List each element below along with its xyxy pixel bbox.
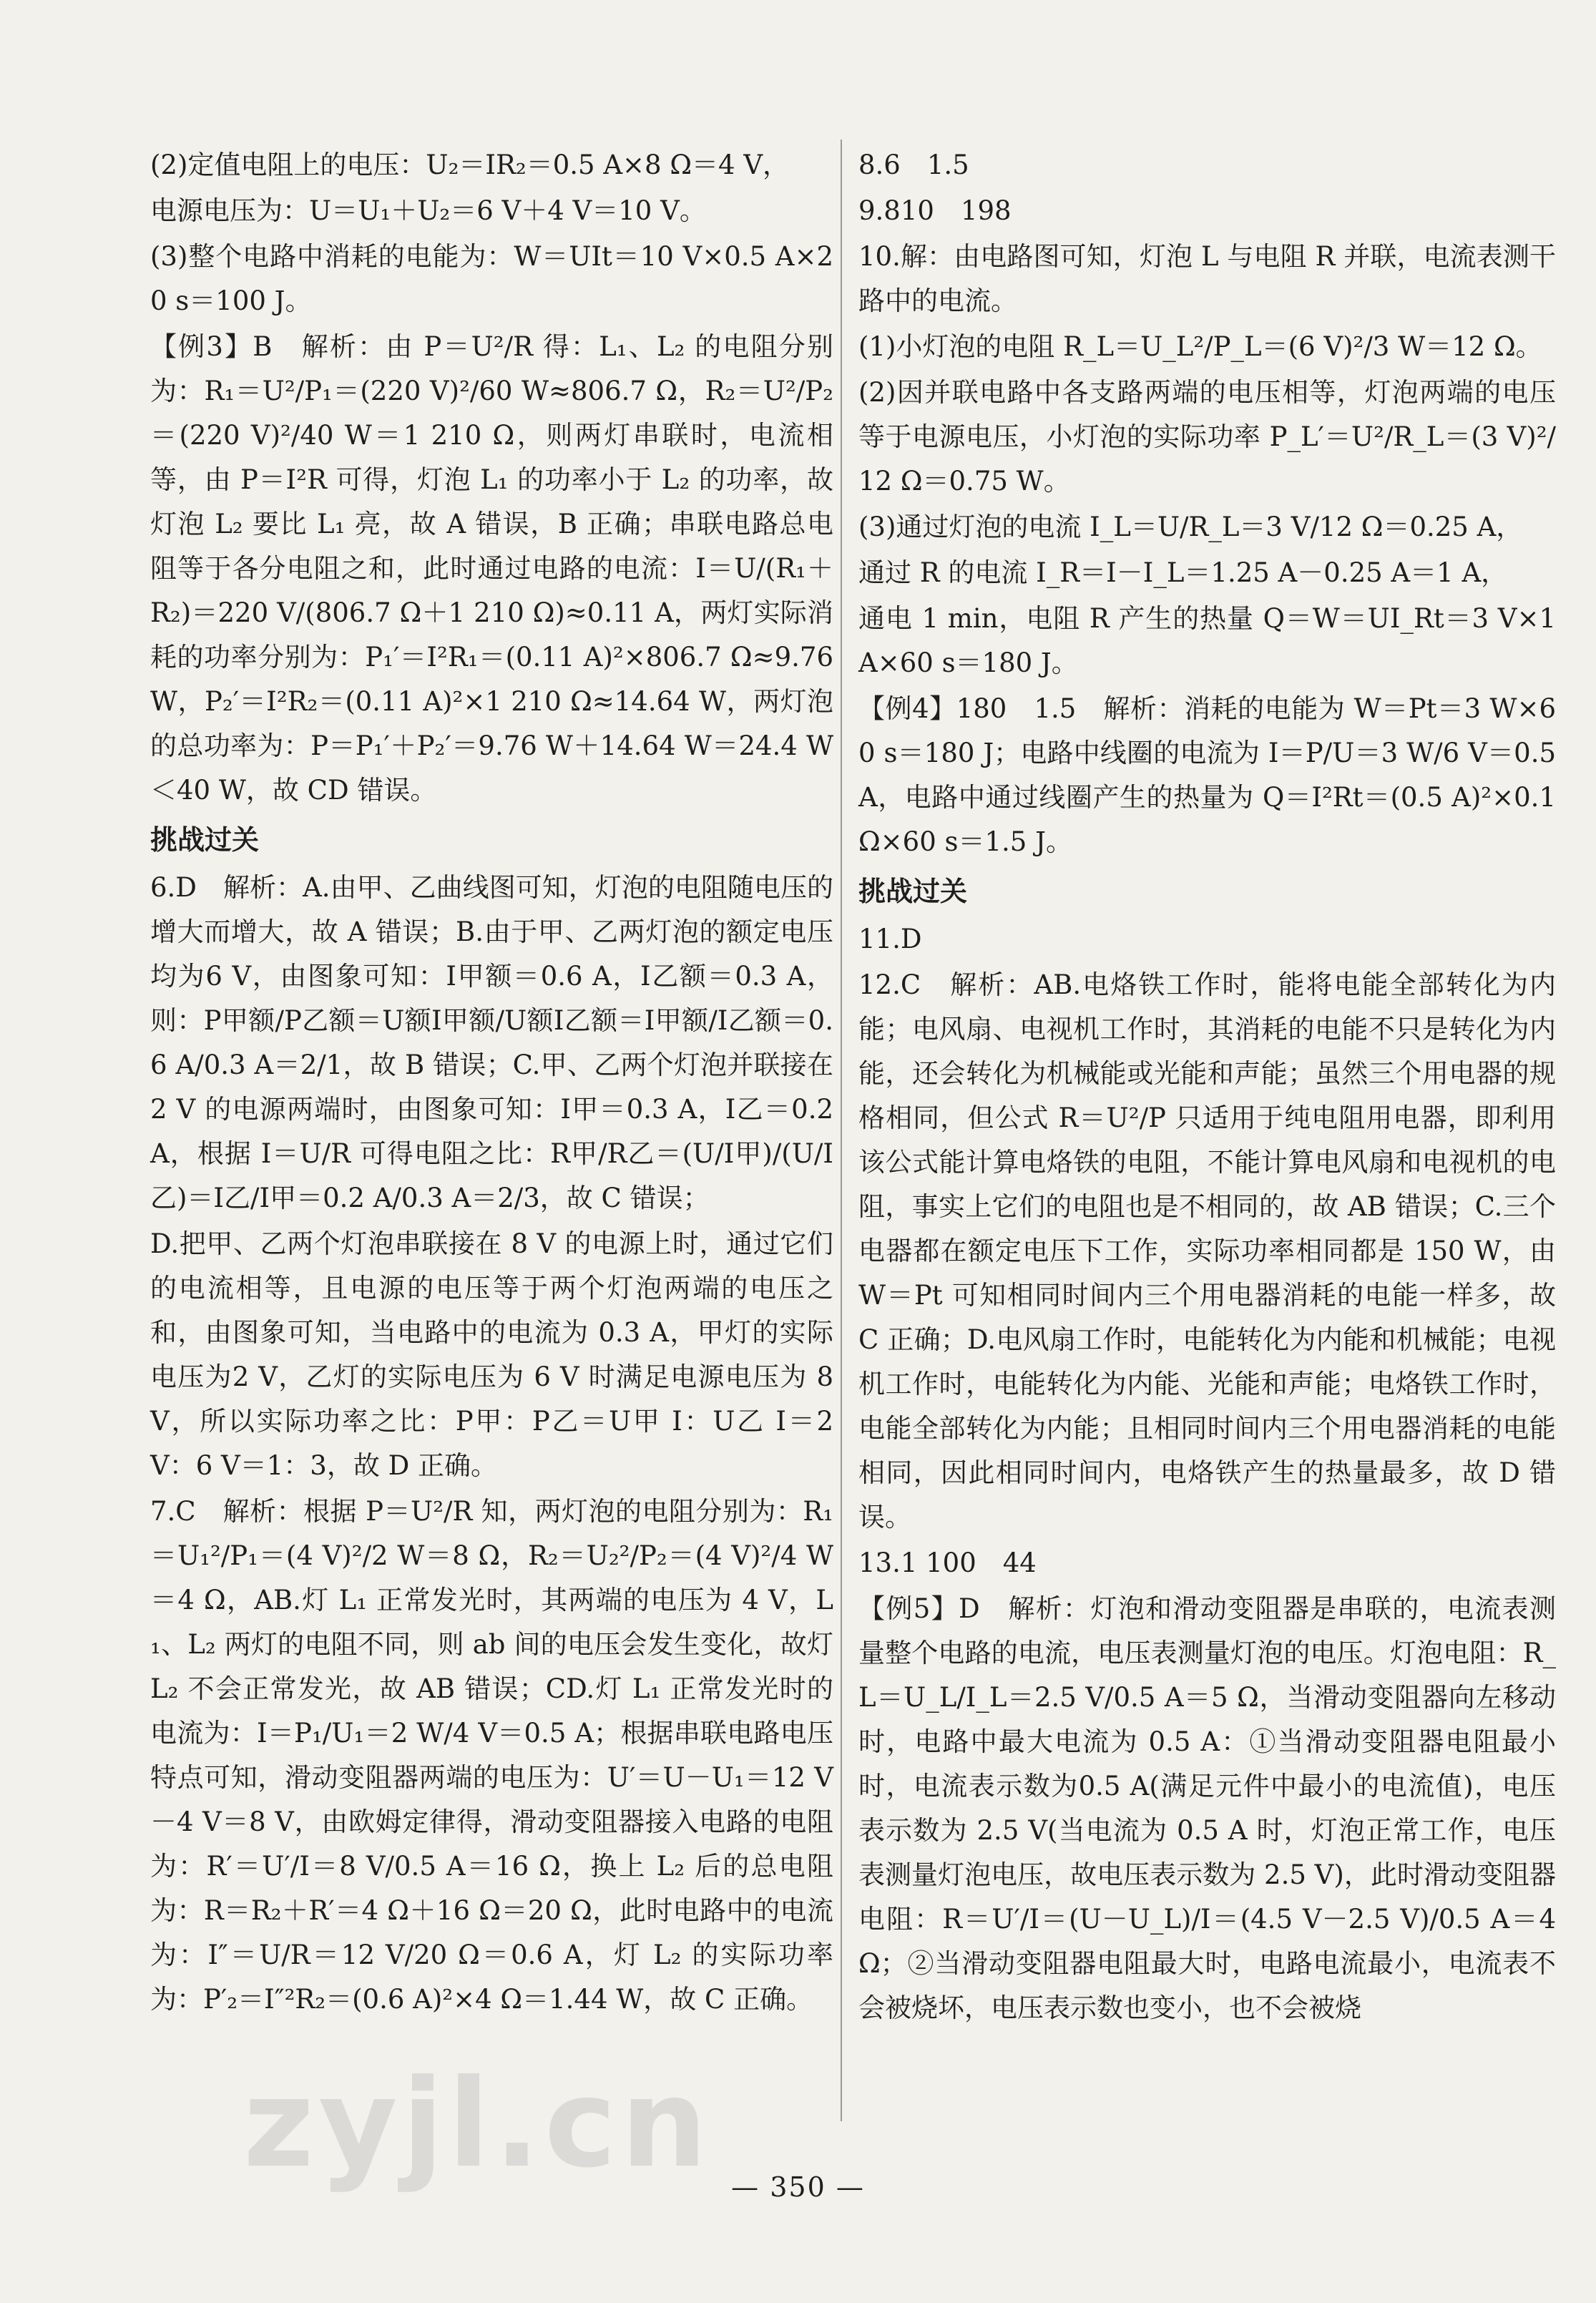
watermark: zyjl.cn bbox=[243, 2053, 712, 2195]
right-para-0: 8.6 1.5 bbox=[858, 150, 969, 180]
right-para-3: (1)小灯泡的电阻 R_L＝U_L²/P_L＝(6 V)²/3 W＝12 Ω。 bbox=[858, 331, 1542, 362]
page-number: — 350 — bbox=[731, 2171, 865, 2203]
left-para-0: (2)定值电阻上的电压：U₂＝IR₂＝0.5 A×8 Ω＝4 V， bbox=[150, 150, 790, 180]
right-para-12: 13.1 100 44 bbox=[858, 1547, 1037, 1578]
right-para-6: 通过 R 的电流 I_R＝I－I_L＝1.25 A－0.25 A＝1 A， bbox=[858, 557, 1508, 588]
left-para-7: 7.C 解析：根据 P＝U²/R 知，两灯泡的电阻分别为：R₁＝U₁²/P₁＝(4 V)²/2 W＝8 Ω，R₂＝U₂²/P₂＝(4 V)²/4 W＝4 Ω，AB.灯 L₁ 正常发光时，其两端的电压为 4 V，L₁、L₂ 两灯的电阻不同，则 ab 间的电压会发生变化，故灯 L₂ 不会正常发光，故 AB 错误；CD.灯 L₁ 正常发光时的电流为：I＝P₁/U₁＝2 W/4 V＝0.5 A；根据串联电路电压特点可知，滑动变阻器两端的电压为：U′＝U－U₁＝12 V－4 V＝8 V，由欧姆定律得，滑动变阻器接入电路的电阻为：R′＝U′/I＝8 V/0.5 A＝16 Ω，换上 L₂ 后的总电阻为：R＝R₂＋R′＝4 Ω＋16 Ω＝20 Ω，此时电路中的电流为：I″＝U/R＝12 V/20 Ω＝0.6 A，灯 L₂ 的实际功率为：P′₂＝I″²R₂＝(0.6 A)²×4 Ω＝1.44 W，故 C 正确。 bbox=[150, 1496, 833, 2015]
left-column bbox=[150, 143, 833, 2023]
right-section-heading: 挑战过关 bbox=[858, 876, 968, 907]
right-para-4: (2)因并联电路中各支路两端的电压相等，灯泡两端的电压等于电源电压，小灯泡的实际功率 P_L′＝U²/R_L＝(3 V)²/12 Ω＝0.75 W。 bbox=[858, 377, 1556, 497]
left-para-2: (3)整个电路中消耗的电能为：W＝UIt＝10 V×0.5 A×20 s＝100 J。 bbox=[150, 241, 833, 316]
right-column bbox=[858, 143, 1556, 2032]
right-para-8: 【例4】180 1.5 解析：消耗的电能为 W＝Pt＝3 W×60 s＝180 J；电路中线圈的电流为 I＝P/U＝3 W/6 V＝0.5 A，电路中通过线圈产生的热量为 Q＝I²Rt＝(0.5 A)²×0.1 Ω×60 s＝1.5 J。 bbox=[858, 693, 1556, 857]
right-para-1: 9.810 198 bbox=[858, 195, 1012, 226]
right-para-11: 12.C 解析：AB.电烙铁工作时，能将电能全部转化为内能；电风扇、电视机工作时，其消耗的电能不只是转化为内能，还会转化为机械能或光能和声能；虽然三个用电器的规格相同，但公式 R＝U²/P 只适用于纯电阻用电器，即利用该公式能计算电烙铁的电阻，不能计算电风扇和电视机的电阻，事实上它们的电阻也是不相同的，故 AB 错误；C.三个电器都在额定电压下工作，实际功率相同都是 150 W，由 W＝Pt 可知相同时间内三个用电器消耗的电能一样多，故 C 正确；D.电风扇工作时，电能转化为内能和机械能；电视机工作时，电能转化为内能、光能和声能；电烙铁工作时，电能全部转化为内能；且相同时间内三个用电器消耗的电能相同，因此相同时间内，电烙铁产生的热量最多，故 D 错误。 bbox=[858, 969, 1556, 1532]
right-para-5: (3)通过灯泡的电流 I_L＝U/R_L＝3 V/12 Ω＝0.25 A， bbox=[858, 512, 1523, 542]
left-para-1: 电源电压为：U＝U₁＋U₂＝6 V＋4 V＝10 V。 bbox=[150, 195, 706, 226]
left-para-5: 6.D 解析：A.由甲、乙曲线图可知，灯泡的电阻随电压的增大而增大，故 A 错误；B.由于甲、乙两灯泡的额定电压均为6 V，由图象可知：I甲额＝0.6 A，I乙额＝0.3 A，则：P甲额/P乙额＝U额I甲额/U额I乙额＝I甲额/I乙额＝0.6 A/0.3 A＝2/1，故 B 错误；C.甲、乙两个灯泡并联接在 2 V 的电源两端时，由图象可知：I甲＝0.3 A，I乙＝0.2 A，根据 I＝U/R 可得电阻之比：R甲/R乙＝(U/I甲)/(U/I乙)＝I乙/I甲＝0.2 A/0.3 A＝2/3，故 C 错误； bbox=[150, 872, 833, 1213]
left-section-heading: 挑战过关 bbox=[150, 824, 260, 856]
column-divider bbox=[841, 140, 842, 2121]
right-para-13: 【例5】D 解析：灯泡和滑动变阻器是串联的，电流表测量整个电路的电流，电压表测量灯泡的电压。灯泡电阻：R_L＝U_L/I_L＝2.5 V/0.5 A＝5 Ω，当滑动变阻器向左移动时，电路中最大电流为 0.5 A：①当滑动变阻器电阻最小时，电流表示数为0.5 A(满足元件中最小的电流值)，电压表示数为 2.5 V(当电流为 0.5 A 时，灯泡正常工作，电压表测量灯泡电压，故电压表示数为 2.5 V)，此时滑动变阻器电阻：R＝U′/I＝(U－U_L)/I＝(4.5 V－2.5 V)/0.5 A＝4 Ω；②当滑动变阻器电阻最大时，电路电流最小，电流表不会被烧坏，电压表示数也变小，也不会被烧 bbox=[858, 1593, 1556, 2023]
right-para-10: 11.D bbox=[858, 924, 922, 954]
left-para-6: D.把甲、乙两个灯泡串联接在 8 V 的电源上时，通过它们的电流相等，且电源的电压等于两个灯泡两端的电压之和，由图象可知，当电路中的电流为 0.3 A，甲灯的实际电压为2 V，乙灯的实际电压为 6 V 时满足电源电压为 8 V，所以实际功率之比：P甲：P乙＝U甲 I：U乙 I＝2 V：6 V＝1：3，故 D 正确。 bbox=[150, 1228, 833, 1481]
left-para-3: 【例3】B 解析：由 P＝U²/R 得：L₁、L₂ 的电阻分别为：R₁＝U²/P₁＝(220 V)²/60 W≈806.7 Ω，R₂＝U²/P₂＝(220 V)²/40 W＝1 210 Ω，则两灯串联时，电流相等，由 P＝I²R 可得，灯泡 L₁ 的功率小于 L₂ 的功率，故灯泡 L₂ 要比 L₁ 亮，故 A 错误，B 正确；串联电路总电阻等于各分电阻之和，此时通过电路的电流：I＝U/(R₁＋R₂)＝220 V/(806.7 Ω＋1 210 Ω)≈0.11 A，两灯实际消耗的功率分别为：P₁′＝I²R₁＝(0.11 A)²×806.7 Ω≈9.76 W，P₂′＝I²R₂＝(0.11 A)²×1 210 Ω≈14.64 W，两灯泡的总功率为：P＝P₁′＋P₂′＝9.76 W＋14.64 W＝24.4 W＜40 W，故 CD 错误。 bbox=[150, 331, 833, 806]
right-para-2: 10.解：由电路图可知，灯泡 L 与电阻 R 并联，电流表测干路中的电流。 bbox=[858, 241, 1556, 316]
right-para-7: 通电 1 min，电阻 R 产生的热量 Q＝W＝UI_Rt＝3 V×1 A×60 s＝180 J。 bbox=[858, 603, 1556, 678]
